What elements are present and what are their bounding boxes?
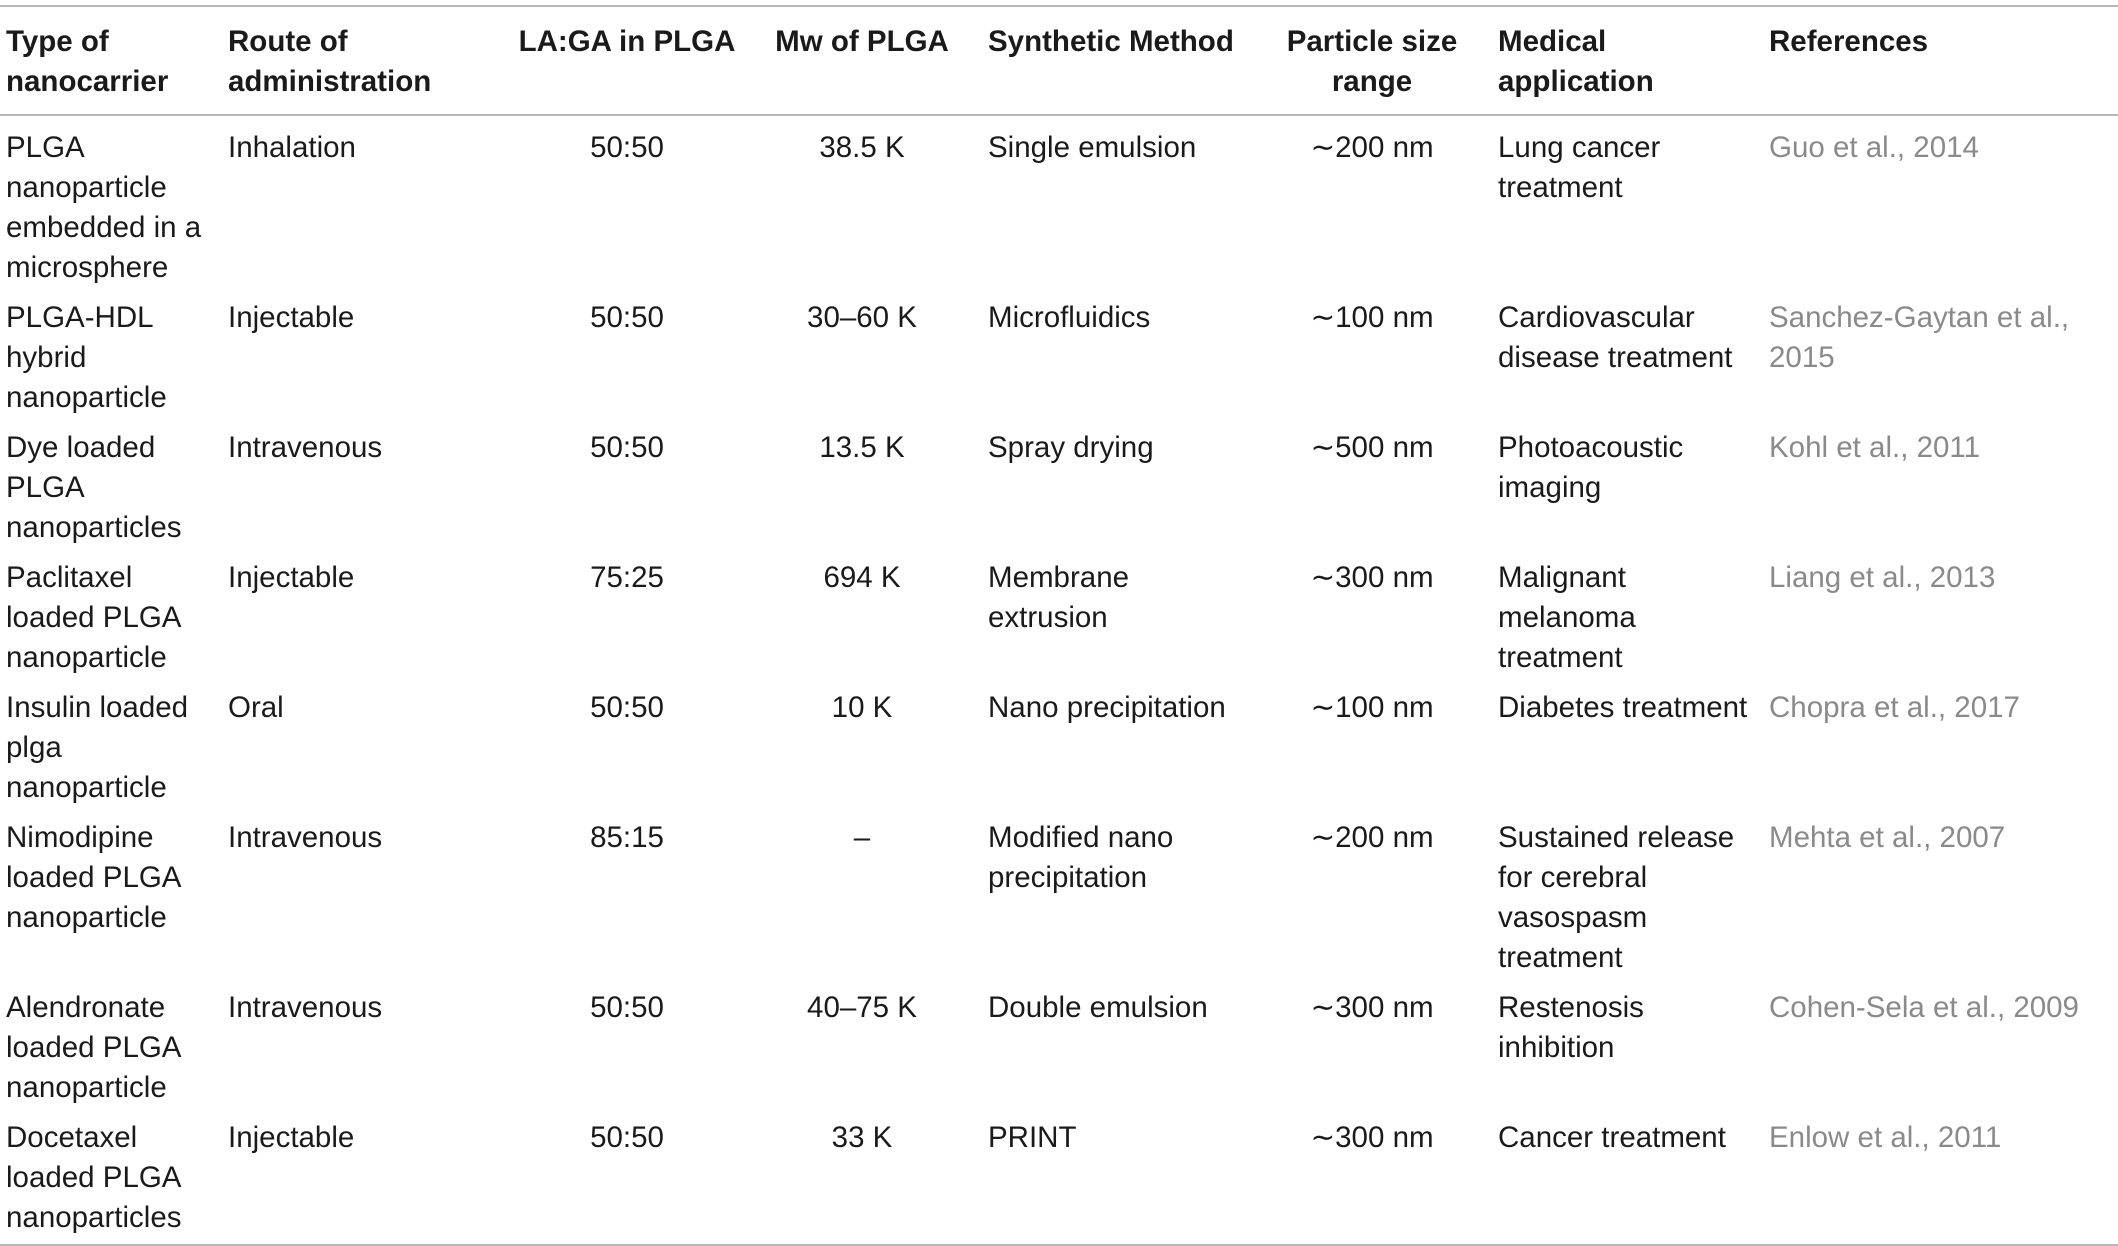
table-row — [0, 984, 2118, 1114]
cell-method: Modified nano precipitation — [988, 821, 1174, 894]
table-row — [0, 294, 2118, 424]
cell-type: Nimodipine loaded PLGA nanoparticle — [6, 821, 180, 934]
cell-reference-link[interactable]: Kohl et al., 2011 — [1769, 431, 1981, 464]
table-header-row — [0, 6, 2118, 115]
cell-reference-link[interactable]: Enlow et al., 2011 — [1769, 1121, 2002, 1154]
cell-mw: 30–60 K — [807, 301, 917, 334]
table-row — [0, 115, 2118, 294]
cell-method: Membrane extrusion — [988, 561, 1130, 634]
cell-application: Lung cancer treatment — [1498, 131, 1661, 204]
cell-application: Cardiovascular disease treatment — [1498, 301, 1733, 374]
cell-size: ∼200 nm — [1310, 821, 1434, 854]
cell-la-ga: 50:50 — [590, 301, 664, 334]
cell-reference-link[interactable]: Liang et al., 2013 — [1769, 561, 1996, 594]
table-row — [0, 554, 2118, 684]
cell-method: Nano precipitation — [988, 691, 1226, 724]
table-row — [0, 424, 2118, 554]
header-method: Synthetic Method — [988, 25, 1234, 58]
cell-mw: 10 K — [831, 691, 893, 724]
cell-route: Injectable — [228, 1121, 355, 1154]
cell-la-ga: 75:25 — [590, 561, 664, 594]
cell-application: Diabetes treatment — [1498, 691, 1748, 724]
cell-type: Docetaxel loaded PLGA nanoparticles — [6, 1121, 182, 1234]
cell-size: ∼300 nm — [1310, 561, 1434, 594]
cell-method: Single emulsion — [988, 131, 1197, 164]
cell-mw: 38.5 K — [819, 131, 905, 164]
cell-la-ga: 50:50 — [590, 431, 664, 464]
cell-size: ∼200 nm — [1310, 131, 1434, 164]
cell-reference-link[interactable]: Chopra et al., 2017 — [1769, 691, 2020, 724]
header-route: Route of administration — [228, 25, 432, 98]
cell-type: PLGA nanoparticle embedded in a microsphere — [6, 131, 202, 284]
cell-reference-link[interactable]: Guo et al., 2014 — [1769, 131, 1979, 164]
cell-type: Insulin loaded plga nanoparticle — [6, 691, 189, 804]
cell-application: Malignant melanoma treatment — [1498, 561, 1636, 674]
cell-size: ∼300 nm — [1310, 1121, 1434, 1154]
cell-application: Sustained release for cerebral vasospasm treatment — [1498, 821, 1735, 974]
cell-application: Cancer treatment — [1498, 1121, 1726, 1154]
cell-size: ∼500 nm — [1310, 431, 1434, 464]
cell-type: PLGA-HDL hybrid nanoparticle — [6, 301, 167, 414]
cell-route: Injectable — [228, 561, 355, 594]
cell-size: ∼100 nm — [1310, 691, 1434, 724]
header-mw: Mw of PLGA — [775, 25, 949, 58]
cell-route: Injectable — [228, 301, 355, 334]
cell-method: PRINT — [988, 1121, 1077, 1154]
cell-type: Paclitaxel loaded PLGA nanoparticle — [6, 561, 180, 674]
header-type: Type of nanocarrier — [6, 25, 169, 98]
cell-mw: – — [853, 821, 871, 854]
cell-reference-link[interactable]: Sanchez-Gaytan et al., 2015 — [1769, 301, 2070, 374]
cell-route: Intravenous — [228, 821, 383, 854]
header-references: References — [1769, 25, 1929, 58]
cell-application: Photoacoustic imaging — [1498, 431, 1684, 504]
cell-mw: 33 K — [831, 1121, 893, 1154]
cell-reference-link[interactable]: Cohen-Sela et al., 2009 — [1769, 991, 2079, 1024]
cell-route: Intravenous — [228, 431, 383, 464]
cell-method: Microfluidics — [988, 301, 1151, 334]
header-size: Particle size range — [1286, 25, 1458, 98]
cell-type: Alendronate loaded PLGA nanoparticle — [6, 991, 180, 1104]
cell-la-ga: 50:50 — [590, 131, 664, 164]
nanocarrier-table-container — [0, 5, 2118, 1246]
table-row — [0, 684, 2118, 814]
table-row — [0, 1114, 2118, 1245]
header-application: Medical application — [1498, 25, 1654, 98]
cell-la-ga: 50:50 — [590, 991, 664, 1024]
table-row — [0, 814, 2118, 984]
cell-route: Intravenous — [228, 991, 383, 1024]
cell-method: Spray drying — [988, 431, 1154, 464]
cell-route: Inhalation — [228, 131, 356, 164]
cell-route: Oral — [228, 691, 284, 724]
cell-la-ga: 50:50 — [590, 1121, 664, 1154]
cell-mw: 40–75 K — [807, 991, 917, 1024]
cell-application: Restenosis inhibition — [1498, 991, 1644, 1064]
header-la-ga: LA:GA in PLGA — [518, 25, 736, 58]
cell-reference-link[interactable]: Mehta et al., 2007 — [1769, 821, 2006, 854]
cell-mw: 13.5 K — [819, 431, 905, 464]
cell-la-ga: 50:50 — [590, 691, 664, 724]
cell-type: Dye loaded PLGA nanoparticles — [6, 431, 182, 544]
cell-size: ∼300 nm — [1310, 991, 1434, 1024]
cell-mw: 694 K — [823, 561, 901, 594]
cell-la-ga: 85:15 — [590, 821, 664, 854]
cell-size: ∼100 nm — [1310, 301, 1434, 334]
nanocarrier-table — [0, 5, 2118, 1246]
cell-method: Double emulsion — [988, 991, 1208, 1024]
